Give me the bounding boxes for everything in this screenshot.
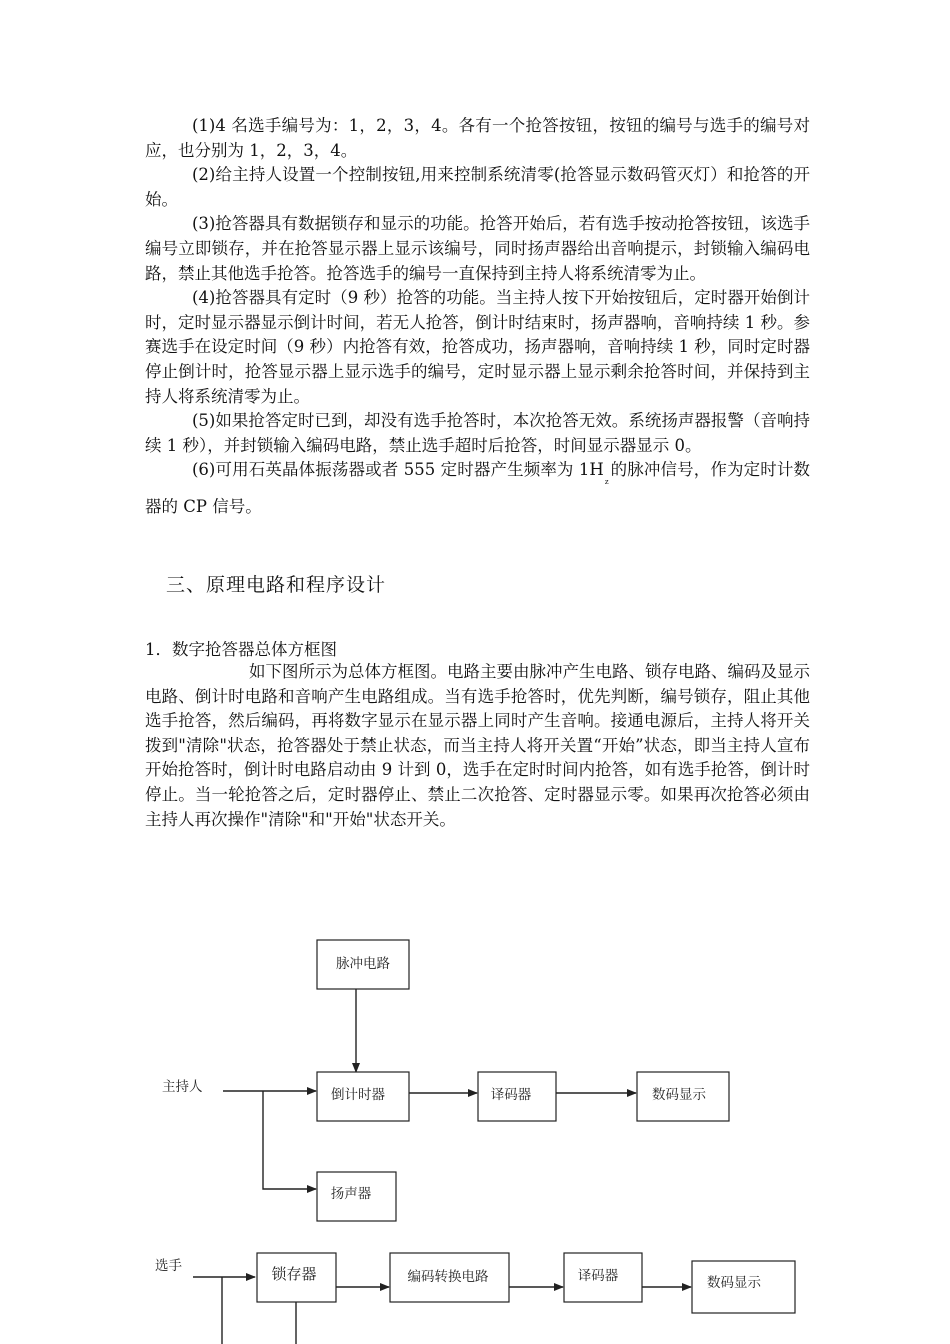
countdown-label: 倒计时器: [331, 1087, 385, 1103]
host-label: 主持人: [162, 1079, 203, 1095]
speaker-label: 扬声器: [330, 1186, 372, 1202]
decoder-top-label: 译码器: [490, 1087, 532, 1103]
display-bottom-label: 数码显示: [707, 1275, 761, 1291]
requirement-2: (2)给主持人设置一个控制按钮,用来控制系统清零(抢答显示数码管灭灯）和抢答的开始。: [145, 165, 810, 209]
display-top-label: 数码显示: [652, 1087, 706, 1103]
latch-block: [257, 1253, 336, 1302]
requirement-1: (1)4 名选手编号为：1，2，3，4。各有一个抢答按钮，按钮的编号与选手的编号对应，也分别为 1，2，3，4。: [145, 116, 810, 160]
encoder-block: [390, 1253, 509, 1302]
requirement-6: (6)可用石英晶体振荡器或者 555 定时器产生频率为 $1H_z$的脉冲信号，作为定时计数器的 CP 信号。: [145, 460, 811, 516]
pulse-circuit-label: 脉冲电路: [336, 956, 390, 972]
display-top-block: [637, 1072, 729, 1121]
decoder-top-block: [478, 1072, 556, 1121]
speaker-block: [317, 1172, 396, 1221]
host-to-speaker-arrow: [263, 1091, 316, 1189]
decoder-bottom-label: 译码器: [577, 1268, 619, 1284]
subsection-title: 1．数字抢答器总体方框图: [145, 640, 337, 659]
requirement-4: (4)抢答器具有定时（9 秒）抢答的功能。当主持人按下开始按钮后，定时器开始倒计时，定时显示器显示倒计时间，若无人抢答，倒计时结束时，扬声器响，音响持续 1 秒。参赛选手在设定时间（9 秒）内抢答有效，抢答成功，扬声器响，音响持续 1 秒，同时定时器停止倒计时，抢答显示器上显示选手的编号，定时显示器上显示剩余抢答时间，并保持到主持人将系统清零为止。: [145, 288, 810, 406]
display-bottom-block: [692, 1261, 795, 1313]
encoder-label: 编码转换电路: [407, 1269, 489, 1285]
countdown-block: [317, 1072, 409, 1121]
pulse-circuit-block: [317, 940, 409, 989]
overview-text: 如下图所示为总体方框图。电路主要由脉冲产生电路、锁存电路、编码及显示电路、倒计时电路和音响产生电路组成。当有选手抢答时，优先判断，编号锁存，阻止其他选手抢答，然后编码，再将数字显示在显示器上同时产生音响。接通电源后，主持人将开关拨到"清除"状态，抢答器处于禁止状态，而当主持人将开关置“开始”状态，即当主持人宣布开始抢答时，倒计时电路启动由 9 计到 0，选手在定时时间内抢答，如有选手抢答，倒计时停止。当一轮抢答之后，定时器停止、禁止二次抢答、定时器显示零。如果再次抢答必须由主持人再次操作"清除"和"开始"状态开关。: [145, 662, 810, 829]
requirement-3: (3)抢答器具有数据锁存和显示的功能。抢答开始后，若有选手按动抢答按钮，该选手编号立即锁存，并在抢答显示器上显示该编号，同时扬声器给出音响提示，封锁输入编码电路，禁止其他选手抢答。抢答选手的编号一直保持到主持人将系统清零为止。: [145, 214, 810, 283]
latch-label: 锁存器: [271, 1265, 317, 1283]
decoder-bottom-block: [564, 1253, 642, 1302]
player-label: 选手: [155, 1258, 182, 1274]
section-title: 三、原理电路和程序设计: [166, 574, 387, 596]
requirement-5: (5)如果抢答定时已到，却没有选手抢答时，本次抢答无效。系统扬声器报警（音响持续 1 秒），并封锁输入编码电路，禁止选手超时后抢答，时间显示器显示 0。: [145, 411, 810, 455]
